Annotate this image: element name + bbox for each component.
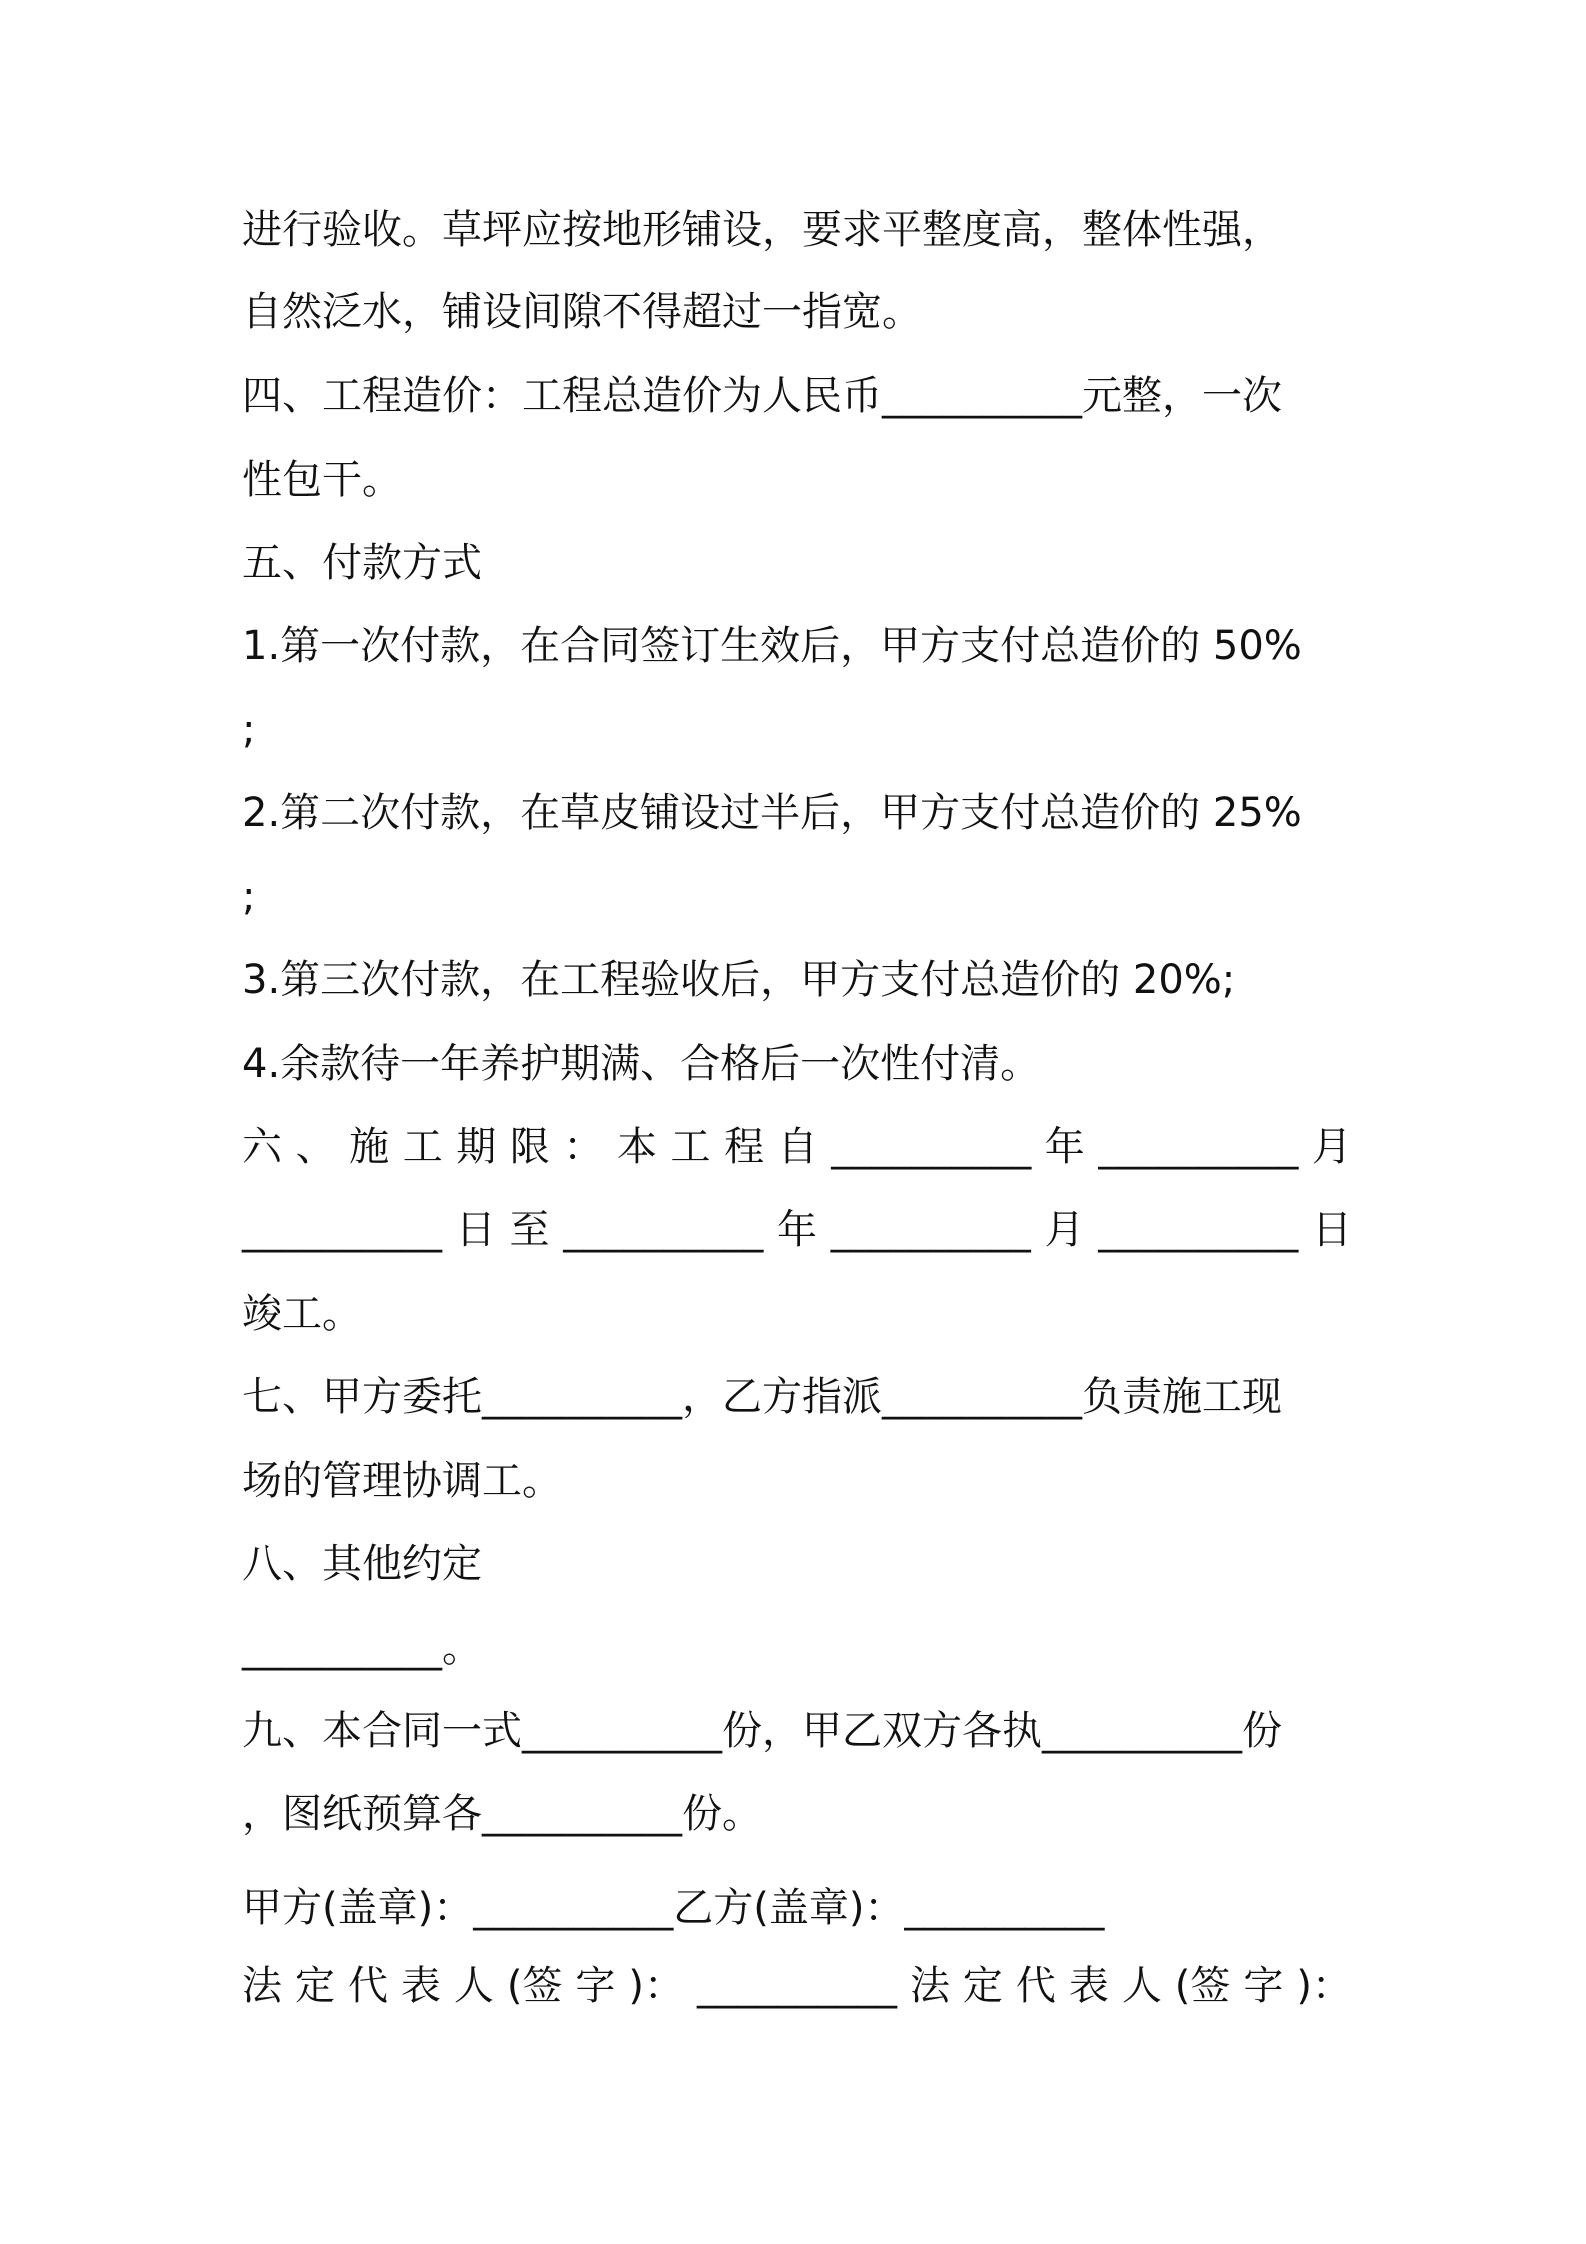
l22-segment: 法	[909, 1963, 950, 2009]
clause-9-copies: 九、本合同一式__________份，甲乙双方各执__________份	[242, 1708, 1282, 1754]
l22-segment: 代	[1015, 1963, 1056, 2009]
construction-period-dates	[242, 1200, 1352, 1260]
l22-segment: (签	[506, 1963, 563, 2009]
l22-segment: __________	[696, 1963, 897, 2009]
clause-6-construction-period	[242, 1117, 1352, 1177]
text-line-2: 自然泛水，铺设间隙不得超过一指宽。	[242, 289, 922, 335]
l12-segment: __________	[831, 1124, 1032, 1170]
l22-segment: 定	[962, 1963, 1003, 2009]
l22-segment: 字	[575, 1963, 616, 2009]
l12-segment: 本	[616, 1124, 657, 1170]
text-line-4: 性包干。	[242, 457, 402, 503]
payment-item-1-semicolon: ;	[242, 707, 256, 753]
l13-segment: 年	[777, 1207, 817, 1253]
l22-segment: 定	[294, 1963, 335, 2009]
payment-item-2: 2.第二次付款，在草皮铺设过半后，甲方支付总造价的 25%	[242, 790, 1302, 836]
clause-4-project-cost: 四、工程造价：工程总造价为人民币__________元整，一次	[242, 373, 1282, 419]
other-agreements-blank: __________。	[242, 1625, 482, 1671]
text-line-14: 竣工。	[242, 1291, 362, 1337]
clause-7-site-management: 七、甲方委托__________，乙方指派__________负责施工现	[242, 1374, 1282, 1420]
text-line-20: ，图纸预算各__________份。	[242, 1791, 762, 1837]
l22-segment: 表	[400, 1963, 441, 2009]
l12-segment: 程	[724, 1124, 765, 1170]
l22-segment: 法	[242, 1963, 282, 2009]
l22-segment: 字	[1243, 1963, 1284, 2009]
l12-segment: 施	[349, 1124, 390, 1170]
l22-segment: )：	[628, 1963, 684, 2009]
l12-segment: 年	[1044, 1124, 1085, 1170]
l13-segment: __________	[242, 1207, 442, 1253]
l12-segment: 自	[777, 1124, 818, 1170]
l22-segment: 人	[1121, 1963, 1162, 2009]
clause-5-heading: 五、付款方式	[242, 540, 482, 586]
l12-segment: 限	[509, 1124, 550, 1170]
l12-segment: 六	[242, 1124, 282, 1170]
l12-segment: 、	[295, 1124, 336, 1170]
l13-segment: 日	[1312, 1207, 1352, 1253]
payment-item-2-semicolon: ;	[242, 874, 256, 920]
l13-segment: 月	[1044, 1207, 1085, 1253]
text-line-1: 进行验收。草坪应按地形铺设，要求平整度高，整体性强，	[242, 207, 1282, 253]
l22-segment: 人	[453, 1963, 494, 2009]
payment-item-1: 1.第一次付款，在合同签订生效后，甲方支付总造价的 50%	[242, 623, 1302, 669]
l12-segment: 工	[670, 1124, 711, 1170]
l22-segment: )：	[1296, 1963, 1352, 2009]
l12-segment: __________	[1098, 1124, 1299, 1170]
l13-segment: 日	[455, 1207, 496, 1253]
payment-item-3: 3.第三次付款，在工程验收后，甲方支付总造价的 20%;	[242, 957, 1236, 1003]
clause-8-heading: 八、其他约定	[242, 1541, 482, 1587]
l13-segment: 至	[509, 1207, 550, 1253]
l12-segment: 月	[1311, 1124, 1352, 1170]
l13-segment: __________	[1098, 1207, 1299, 1253]
l22-segment: 代	[347, 1963, 388, 2009]
l12-segment: ：	[563, 1124, 604, 1170]
l22-segment: (签	[1174, 1963, 1231, 2009]
l12-segment: 工	[402, 1124, 443, 1170]
l13-segment: __________	[830, 1207, 1031, 1253]
l12-segment: 期	[456, 1124, 497, 1170]
l13-segment: __________	[563, 1207, 764, 1253]
party-seals-line: 甲方(盖章)：__________乙方(盖章)：__________	[242, 1885, 1105, 1931]
l22-segment: 表	[1068, 1963, 1109, 2009]
payment-item-4: 4.余款待一年养护期满、合格后一次性付清。	[242, 1041, 1041, 1087]
legal-representative-signatures	[242, 1956, 1352, 2016]
text-line-16: 场的管理协调工。	[242, 1458, 562, 1504]
